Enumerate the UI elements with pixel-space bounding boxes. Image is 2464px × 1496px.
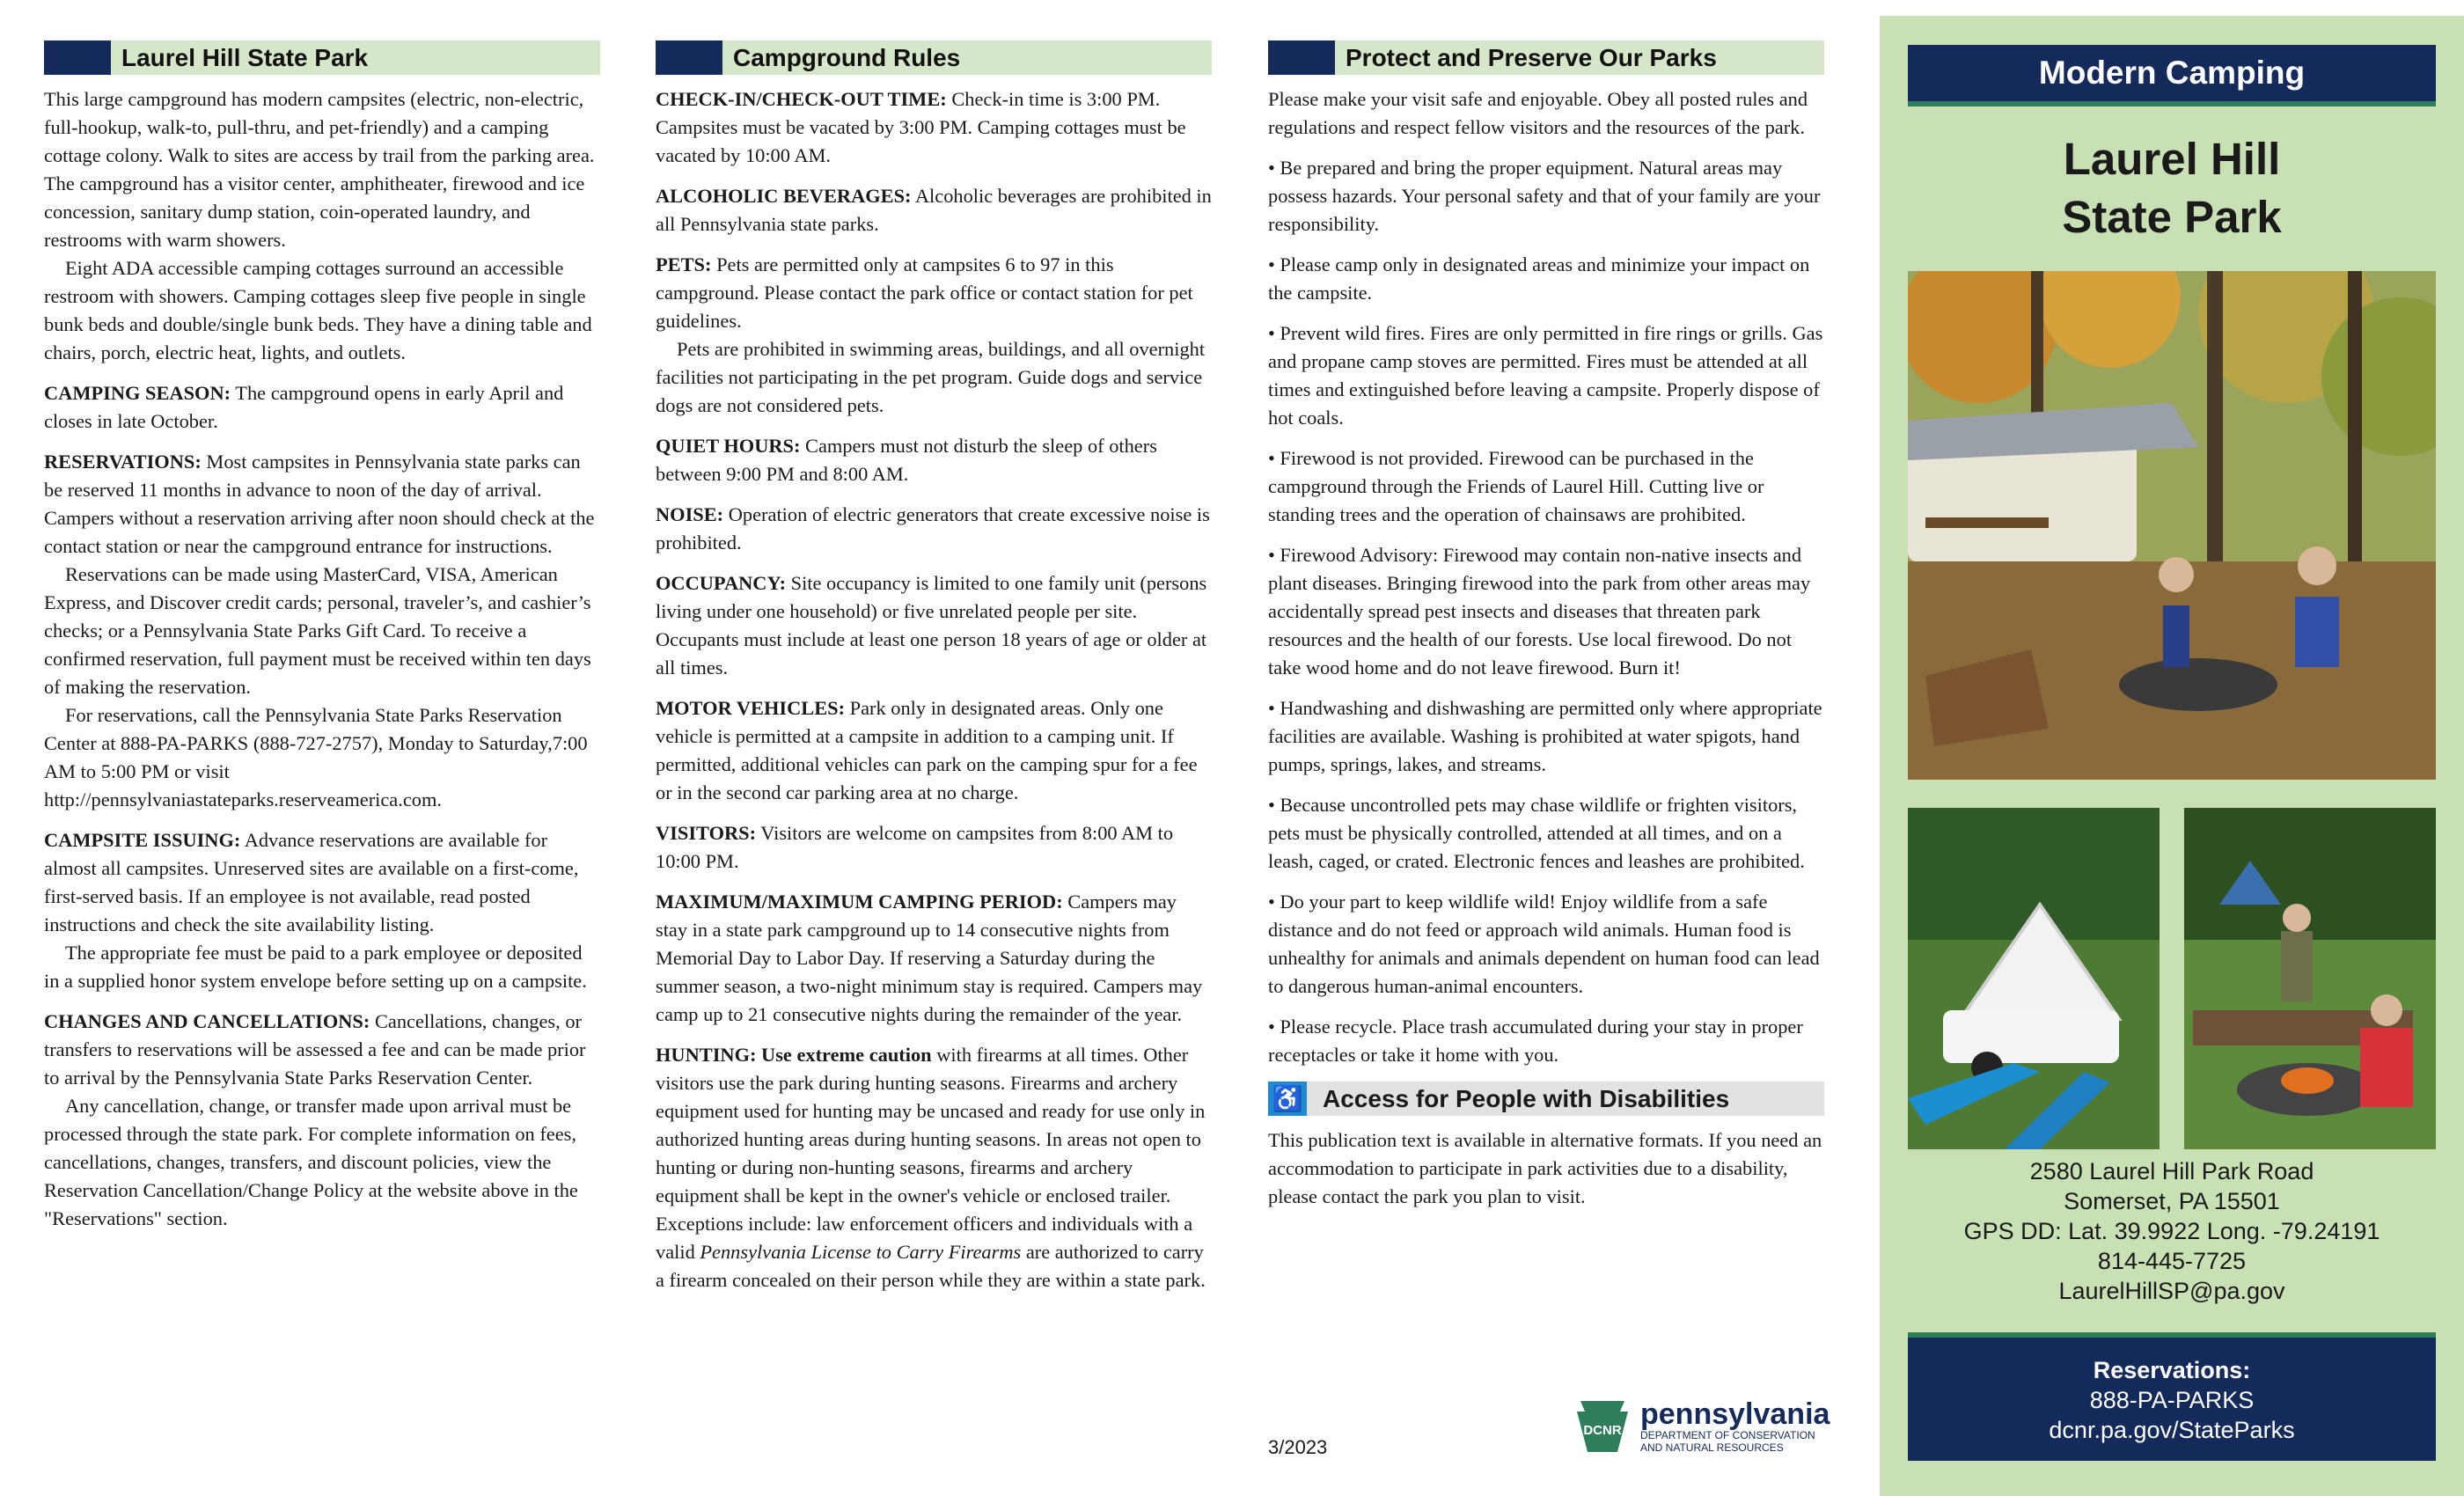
text: Pets are permitted only at campsites 6 to 97 in this campground. Please contact the park office or contact station for pet guidelines. [656,253,1193,332]
rule-motor-vehicles [656,694,1212,807]
label: RESERVATIONS: [44,451,202,473]
label: OCCUPANCY: [656,572,787,594]
section-header [1268,40,1824,75]
label: MOTOR VEHICLES: [656,697,846,719]
changes-cancellations [44,1008,600,1092]
text: Check-in time is 3:00 PM. Campsites must be vacated by 3:00 PM. Camping cottages must be vacated by 10:00 AM. [656,88,1186,166]
rule-visitors [656,819,1212,876]
reservations-box [1908,1332,2436,1461]
park-title [1908,130,2436,246]
reservations-phone: 888-PA-PARKS [2089,1387,2255,1413]
bullet-item: • Be prepared and bring the proper equipment. Natural areas may possess hazards. Your personal safety and that of your family are your responsibility. [1268,157,1821,235]
publication-date: 3/2023 [1268,1436,1328,1458]
access-title: Access for People with Disabilities [1323,1084,1730,1112]
column-protect-preserve [1268,40,1824,1223]
logo-dept-line1: DEPARTMENT OF CONSERVATION [1640,1429,1815,1441]
license-italic: Pennsylvania License to Carry Firearms [700,1241,1022,1263]
header-bar [656,40,722,75]
intro-paragraph: This large campground has modern campsites (electric, non-electric, full-hookup, walk-to, pull-thru, and pet-friendly) and a camping cottage colony. Walk to sites are access by trail from the parking area. The campground has a visitor center, amphitheater, firewood and ice concession, sanitary dump station, coin-operated laundry, and restrooms with warm showers. [44,88,595,251]
gps-line: GPS DD: Lat. 39.9922 Long. -79.24191 [1963,1218,2380,1244]
bullet-item: • Do your part to keep wildlife wild! Enjoy wildlife from a safe distance and do not feed or approach wild animals. Human food is unhealthy for animals and animals dependent on human food can lead to dangerous human-animal encounters. [1268,891,1820,997]
reservations-web: dcnr.pa.gov/StateParks [2049,1417,2295,1443]
section-header [656,40,1212,75]
bullet-item: • Please camp only in designated areas and minimize your impact on the campsite. [1268,253,1810,304]
logo-mark-text: DCNR [1583,1423,1622,1438]
text: Site occupancy is limited to one family unit (persons living under one household) or five unrelated people per site. Occupants must include at least one person 18 years of age or older at all times. [656,572,1207,678]
rule-checkin [656,85,1212,170]
label: CHANGES AND CANCELLATIONS: [44,1010,370,1032]
campsite-photo [1908,271,2436,780]
email-line: LaurelHillSP@pa.gov [2058,1278,2285,1304]
label: QUIET HOURS: [656,435,801,457]
park-contact [1908,1156,2436,1306]
text: Advance reservations are available for almost all campsites. Unreserved sites are available on a first-come, first-served basis. If an employee is not available, read posted instructions and check the site availability listing. [44,829,579,935]
bullet-item: • Handwashing and dishwashing are permitted only where appropriate facilities are available. Washing is prohibited at water spigots, hand pumps, springs, lakes, and streams. [1268,697,1822,775]
rule-max-period [656,888,1212,1029]
label: ALCOHOLIC BEVERAGES: [656,185,912,207]
campsite-issuing [44,826,600,939]
text: Alcoholic beverages are prohibited in all Pennsylvania state parks. [656,185,1212,235]
issuing-fee: The appropriate fee must be paid to a park employee or deposited in a supplied honor system envelope before setting up on a campsite. [44,942,587,992]
text: Most campsites in Pennsylvania state parks can be reserved 11 months in advance to noon of the day of arrival. Campers without a reservation arriving after noon should check at the contact station or near the campground entrance for instructions. [44,451,595,557]
keystone-icon [1572,1396,1633,1457]
wheelchair-icon: ♿ [1268,1082,1307,1116]
bullet-item: • Prevent wild fires. Fires are only permitted in fire rings or grills. Gas and propane camp stoves are permitted. Fires must be attended at all times and extinguished before leaving a campsite. Properly dispose of hot coals. [1268,322,1823,429]
bullet-item: • Because uncontrolled pets may chase wildlife or frighten visitors, pets must be physically controlled, attended at all times, and on a leash, caged, or crated. Electronic fences and leashes are prohibited. [1268,794,1805,872]
rule-quiet-hours [656,432,1212,488]
section-title: Protect and Preserve Our Parks [1346,43,1717,71]
text: Campers may stay in a state park campground up to 14 consecutive nights from Memorial Day to Labor Day. If reserving a Saturday during the summer season, a two-night minimum stay is required. Campers may camp up to 21 consecutive nights during the remainder of the year. [656,891,1203,1025]
cover-panel [1880,16,2464,1496]
text: Park only in designated areas. Only one vehicle is permitted at a campsite in addition to a camping unit. If permitted, additional vehicles can park on the camping spur for a fee or in the second car parking area at no charge. [656,697,1198,803]
bullet-item: • Firewood Advisory: Firewood may contain non-native insects and plant diseases. Bringing firewood into the park from other areas may accidentally spread pest insects and diseases that threaten park resources and the health of our forests. Use local firewood. Do not take wood home and do not leave firewood. Burn it! [1268,544,1811,678]
text: The campground opens in early April and closes in late October. [44,382,564,432]
label: CHECK-IN/CHECK-OUT TIME: [656,88,947,110]
reservations-payment: Reservations can be made using MasterCard, VISA, American Express, and Discover credit cards; personal, traveler’s, and cashier’s checks; or a Pennsylvania State Parks Gift Card. To receive a confirmed reservation, full payment must be received within ten days of making the reservation. [44,563,591,698]
label: MAXIMUM/MAXIMUM CAMPING PERIOD: [656,891,1063,913]
label: NOISE: [656,503,724,525]
logo-name: pennsylvania [1640,1397,1830,1431]
logo-dept-line2: AND NATURAL RESOURCES [1640,1441,1784,1454]
access-header [1268,1082,1824,1116]
label: HUNTING: Use extreme caution [656,1044,932,1066]
city-line: Somerset, PA 15501 [2064,1188,2280,1214]
cottages-paragraph: Eight ADA accessible camping cottages surround an accessible restroom with showers. Camping cottages sleep five people in single bunk beds and double/single bunk beds. They have a dining table and chairs, porch, electric heat, lights, and outlets. [44,257,592,363]
label: PETS: [656,253,712,275]
phone-line: 814-445-7725 [2097,1248,2247,1274]
rule-hunting [656,1041,1212,1294]
address-line: 2580 Laurel Hill Park Road [2029,1158,2314,1184]
changes-arrival: Any cancellation, change, or transfer made upon arrival must be processed through the state park. For complete information on fees, cancellations, changes, transfers, and discount policies, view the Reservation Cancellation/Change Policy at the website above in the "Reservations" section. [44,1095,578,1229]
modern-camping-banner: Modern Camping [1908,45,2436,106]
reservations-heading: Reservations: [2093,1357,2251,1383]
text: Cancellations, changes, or transfers to reservations will be assessed a fee and can be made prior to arrival by the Pennsylvania State Parks Reservation Center. [44,1010,586,1089]
label: VISITORS: [656,822,757,844]
text: with firearms at all times. Other visitors use the park during hunting seasons. Firearms and archery equipment used for hunting may be uncased and ready for use only in authorized hunting areas during hunting seasons. In areas not open to hunting or during non-hunting seasons, firearms and archery equipment shall be kept in the owner's vehicle or enclosed trailer. Exceptions include: law enforcement officers and individuals with a valid [656,1044,1206,1263]
title-line: Laurel Hill [2063,134,2281,184]
text: Operation of electric generators that create excessive noise is prohibited. [656,503,1210,554]
rule-pets-prohibited: Pets are prohibited in swimming areas, buildings, and all overnight facilities not participating in the pet program. Guide dogs and service dogs are not considered pets. [656,338,1206,416]
trailer-photo [1908,808,2160,1149]
text-tail: are authorized to carry a firearm concealed on their person while they are within a state park. [656,1241,1206,1291]
rule-alcohol [656,182,1212,238]
section-title: Campground Rules [733,43,961,71]
section-title: Laurel Hill State Park [121,43,369,71]
column-campground-rules [656,40,1212,1307]
campfire-photo [2184,808,2436,1149]
bullet-item: • Please recycle. Place trash accumulated during your stay in proper receptacles or take it home with you. [1268,1016,1803,1066]
text: Campers must not disturb the sleep of others between 9:00 PM and 8:00 AM. [656,435,1157,485]
header-bar [1268,40,1335,75]
dcnr-logo [1572,1396,1830,1457]
reservations [44,448,600,561]
bullet-item: • Firewood is not provided. Firewood can be purchased in the campground through the Friends of Laurel Hill. Cutting live or standing trees and the operation of chainsaws are prohibited. [1268,447,1764,525]
rule-occupancy [656,569,1212,682]
label: CAMPING SEASON: [44,382,231,404]
label: CAMPSITE ISSUING: [44,829,241,851]
section-header [44,40,600,75]
rule-noise [656,501,1212,557]
access-text: This publication text is available in alternative formats. If you need an accommodation to participate in park activities due to a disability, please contact the park you plan to visit. [1268,1129,1822,1207]
rule-pets [656,251,1212,335]
text: Visitors are welcome on campsites from 8:00 AM to 10:00 PM. [656,822,1174,872]
column-laurel-hill [44,40,600,1245]
reservations-contact: For reservations, call the Pennsylvania State Parks Reservation Center at 888-PA-PARKS (888-727-2757), Monday to Saturday,7:00 AM to 5:00 PM or visit http://pennsylvaniastateparks.reserveamerica.com. [44,704,588,810]
protect-intro: Please make your visit safe and enjoyable. Obey all posted rules and regulations and respect fellow visitors and the resources of the park. [1268,88,1808,138]
header-bar [44,40,111,75]
title-line: State Park [2062,192,2282,242]
camping-season [44,379,600,436]
